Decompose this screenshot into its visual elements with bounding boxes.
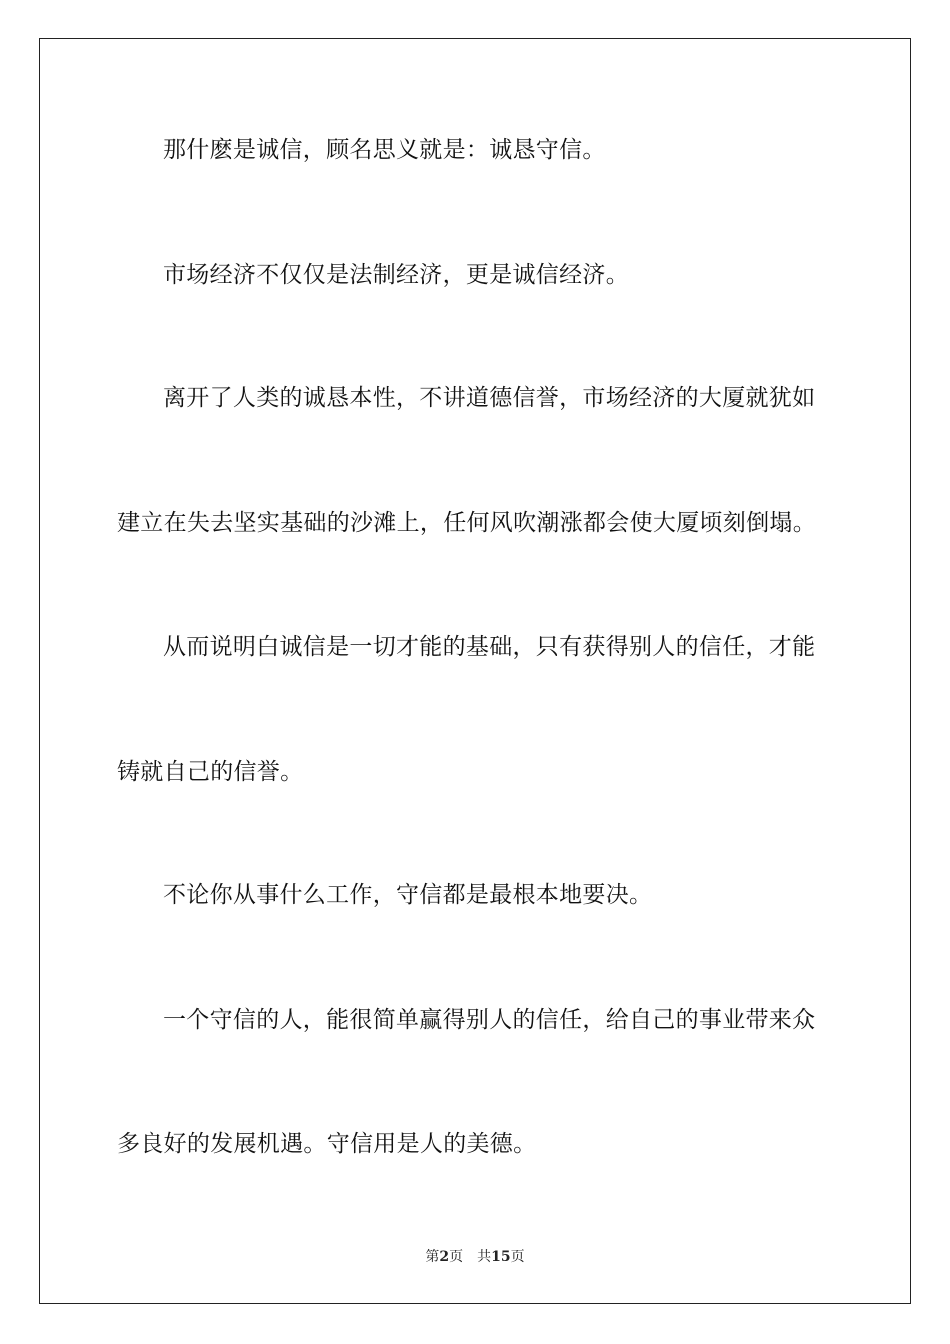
- page-border: [39, 38, 911, 1304]
- page-number: 2: [439, 1249, 450, 1265]
- paragraph-line-2: 市场经济不仅仅是法制经济，更是诚信经济。: [163, 262, 629, 288]
- paragraph-line-7: 不论你从事什么工作，守信都是最根本地要决。: [163, 882, 653, 908]
- paragraph-line-6: 铸就自己的信誉。: [117, 759, 304, 785]
- page-prefix: 第: [425, 1249, 440, 1265]
- paragraph-line-3: 离开了人类的诚恳本性，不讲道德信誉，市场经济的大厦就犹如: [163, 385, 816, 411]
- paragraph-line-1: 那什麽是诚信，顾名思义就是：诚恳守信。: [163, 137, 606, 163]
- page-suffix: 页: [449, 1249, 464, 1265]
- paragraph-line-8: 一个守信的人，能很简单赢得别人的信任，给自己的事业带来众: [163, 1007, 816, 1033]
- total-suffix: 页: [510, 1249, 525, 1265]
- total-pages: 15: [491, 1249, 511, 1265]
- paragraph-line-4: 建立在失去坚实基础的沙滩上，任何风吹潮涨都会使大厦顷刻倒塌。: [117, 510, 816, 536]
- total-prefix: 共: [477, 1249, 492, 1265]
- paragraph-line-5: 从而说明白诚信是一切才能的基础，只有获得别人的信任，才能: [163, 634, 816, 660]
- page-footer: [0, 1248, 950, 1266]
- paragraph-line-9: 多良好的发展机遇。守信用是人的美德。: [117, 1131, 537, 1157]
